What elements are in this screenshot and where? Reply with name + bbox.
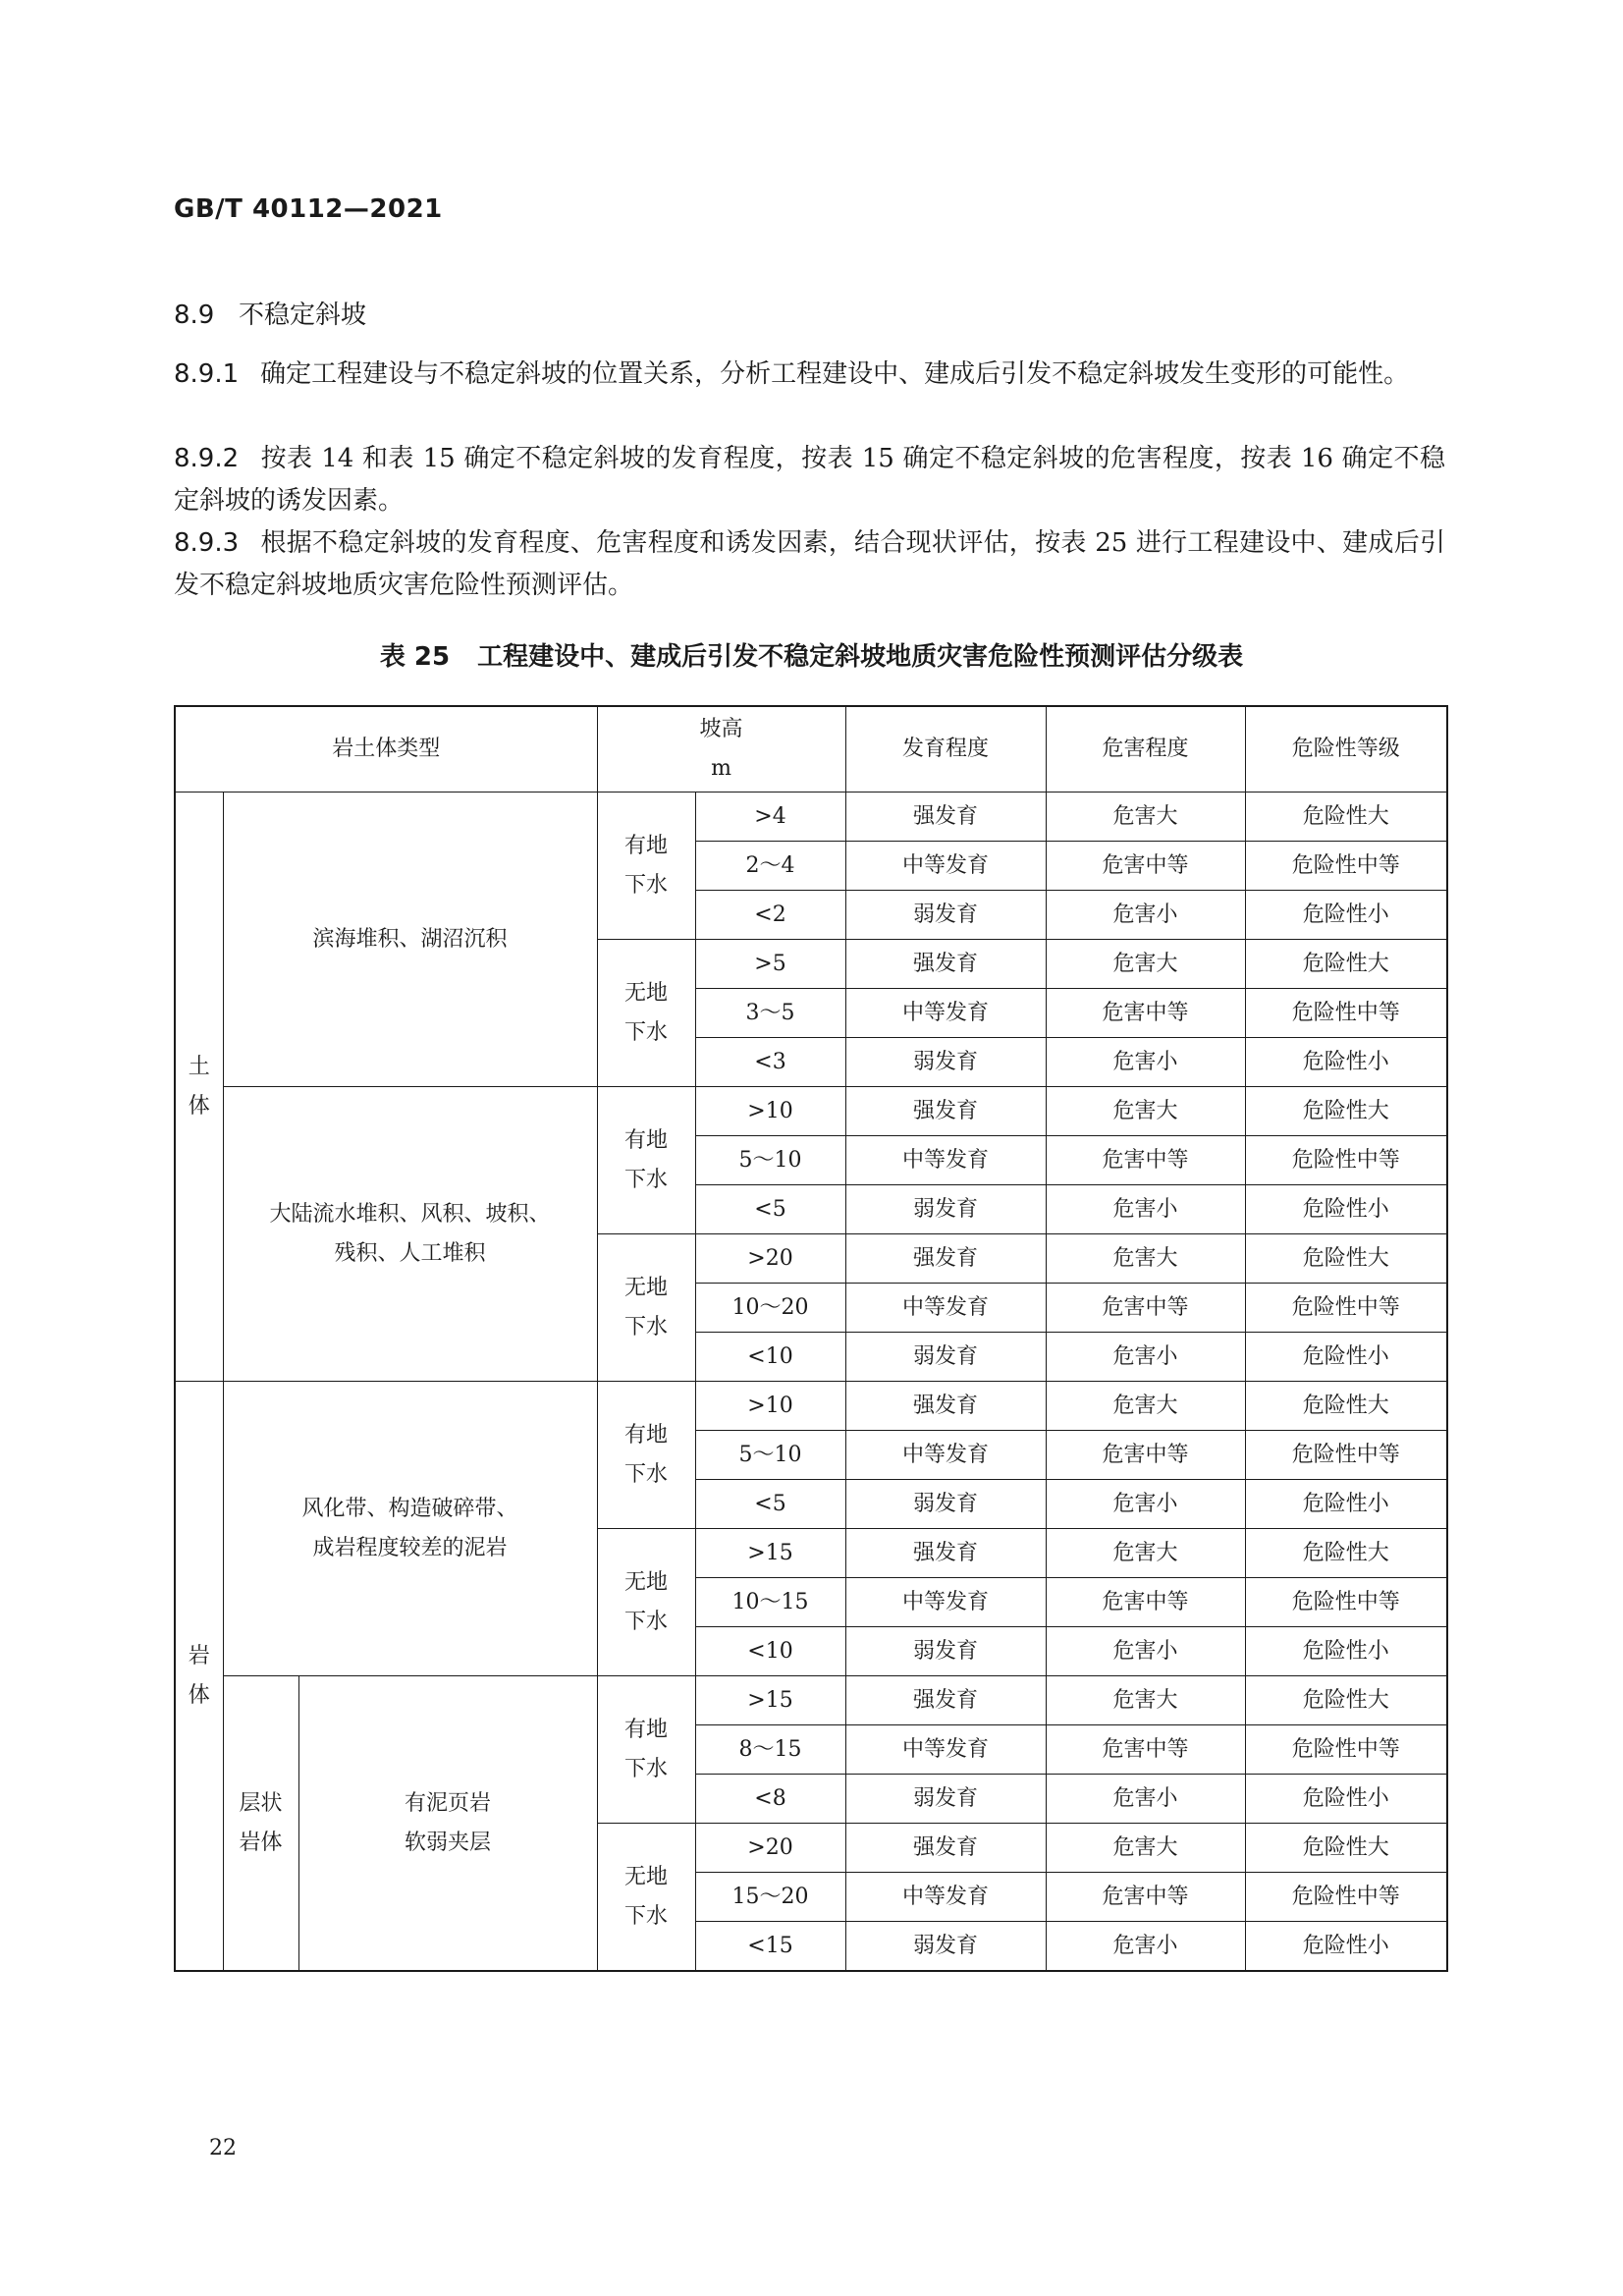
development: 强发育 <box>845 1087 1046 1136</box>
slope-height: <15 <box>695 1922 845 1972</box>
table-title: 工程建设中、建成后引发不稳定斜坡地质灾害危险性预测评估分级表 <box>477 642 1244 672</box>
water-with-line2: 下水 <box>623 1167 668 1192</box>
risk: 危险性大 <box>1245 1676 1447 1725</box>
water-without-line1: 无地 <box>623 980 668 1006</box>
water-with <box>597 1087 695 1234</box>
paragraph-text: 按表 14 和表 15 确定不稳定斜坡的发育程度，按表 15 确定不稳定斜坡的危害程度，按表 16 确定不稳定斜坡的诱发因素。 <box>174 444 1445 516</box>
paragraph-8-9-3 <box>174 522 1445 607</box>
table-row <box>175 1676 1447 1725</box>
soil-subtype-continental <box>223 1087 597 1382</box>
slope-height: >5 <box>695 940 845 989</box>
development: 中等发育 <box>845 1578 1046 1627</box>
paragraph-8-9-1 <box>174 354 1445 396</box>
slope-height: 2～4 <box>695 842 845 891</box>
slope-height: 5～10 <box>695 1431 845 1480</box>
table-row <box>175 1087 1447 1136</box>
rock-subtype-layered <box>223 1676 298 1972</box>
hazard: 危害中等 <box>1046 1136 1245 1185</box>
slope-height: 15～20 <box>695 1873 845 1922</box>
paragraph-number: 8.9.2 <box>174 444 240 473</box>
water-without-line2: 下水 <box>623 1609 668 1634</box>
water-without-line2: 下水 <box>623 1019 668 1045</box>
risk: 危险性小 <box>1245 1333 1447 1382</box>
page-number: 22 <box>209 2136 237 2160</box>
development: 中等发育 <box>845 1725 1046 1775</box>
hazard: 危害小 <box>1046 1480 1245 1529</box>
development: 强发育 <box>845 1382 1046 1431</box>
risk: 危险性大 <box>1245 940 1447 989</box>
header-hazard: 危害程度 <box>1046 706 1245 793</box>
header-slope-height-unit: m <box>711 756 731 781</box>
hazard: 危害大 <box>1046 793 1245 842</box>
paragraph-text: 根据不稳定斜坡的发育程度、危害程度和诱发因素，结合现状评估，按表 25 进行工程建设中、建成后引发不稳定斜坡地质灾害危险性预测评估。 <box>174 528 1445 600</box>
risk: 危险性中等 <box>1245 1431 1447 1480</box>
risk: 危险性中等 <box>1245 989 1447 1038</box>
development: 中等发育 <box>845 842 1046 891</box>
development: 弱发育 <box>845 1038 1046 1087</box>
rock-subtype-layered-line1: 层状 <box>239 1790 283 1816</box>
water-with-line2: 下水 <box>623 1756 668 1781</box>
slope-height: <10 <box>695 1627 845 1676</box>
hazard: 危害大 <box>1046 940 1245 989</box>
slope-height: <5 <box>695 1480 845 1529</box>
slope-height: <10 <box>695 1333 845 1382</box>
soil-subtype-continental-line2: 残积、人工堆积 <box>334 1240 486 1266</box>
risk: 危险性小 <box>1245 891 1447 940</box>
slope-height: >15 <box>695 1676 845 1725</box>
development: 弱发育 <box>845 1922 1046 1972</box>
section-number: 8.9 <box>174 301 215 330</box>
development: 强发育 <box>845 940 1046 989</box>
risk: 危险性小 <box>1245 1922 1447 1972</box>
standard-code: GB/T 40112—2021 <box>174 194 443 224</box>
risk: 危险性小 <box>1245 1480 1447 1529</box>
risk: 危险性大 <box>1245 1087 1447 1136</box>
slope-height: <8 <box>695 1775 845 1824</box>
risk: 危险性小 <box>1245 1627 1447 1676</box>
development: 中等发育 <box>845 1873 1046 1922</box>
header-risk: 危险性等级 <box>1245 706 1447 793</box>
water-without <box>597 1234 695 1382</box>
development: 弱发育 <box>845 891 1046 940</box>
risk: 危险性小 <box>1245 1038 1447 1087</box>
development: 弱发育 <box>845 1333 1046 1382</box>
water-without <box>597 1529 695 1676</box>
water-without-line2: 下水 <box>623 1903 668 1929</box>
water-without <box>597 1824 695 1972</box>
water-without-line2: 下水 <box>623 1314 668 1339</box>
rock-subtype-weathered-line2: 成岩程度较差的泥岩 <box>312 1535 508 1560</box>
development: 中等发育 <box>845 1284 1046 1333</box>
paragraph-number: 8.9.3 <box>174 528 240 558</box>
hazard: 危害中等 <box>1046 989 1245 1038</box>
header-development: 发育程度 <box>845 706 1046 793</box>
paragraph-number: 8.9.1 <box>174 359 240 389</box>
hazard: 危害小 <box>1046 1038 1245 1087</box>
slope-height: 3～5 <box>695 989 845 1038</box>
rock-subtype-weathered-line1: 风化带、构造破碎带、 <box>301 1496 518 1521</box>
table-row <box>175 1382 1447 1431</box>
water-without-line1: 无地 <box>623 1864 668 1889</box>
rock-subtype-layered-line2: 岩体 <box>239 1830 283 1855</box>
slope-height: >4 <box>695 793 845 842</box>
hazard: 危害中等 <box>1046 842 1245 891</box>
risk: 危险性中等 <box>1245 1284 1447 1333</box>
hazard: 危害大 <box>1046 1824 1245 1873</box>
water-with-line1: 有地 <box>623 1127 668 1153</box>
table-caption <box>0 636 1623 673</box>
slope-height: >15 <box>695 1529 845 1578</box>
slope-height: <3 <box>695 1038 845 1087</box>
development: 强发育 <box>845 1234 1046 1284</box>
development: 强发育 <box>845 793 1046 842</box>
development: 强发育 <box>845 1676 1046 1725</box>
paragraph-text: 确定工程建设与不稳定斜坡的位置关系，分析工程建设中、建成后引发不稳定斜坡发生变形的可能性。 <box>260 359 1410 389</box>
hazard: 危害大 <box>1046 1087 1245 1136</box>
hazard: 危害中等 <box>1046 1873 1245 1922</box>
rock-subtype-weathered <box>223 1382 597 1676</box>
risk: 危险性中等 <box>1245 1725 1447 1775</box>
risk: 危险性中等 <box>1245 1578 1447 1627</box>
risk: 危险性大 <box>1245 1234 1447 1284</box>
risk-classification-table <box>174 705 1448 1972</box>
risk: 危险性中等 <box>1245 842 1447 891</box>
group-soil-label: 土体 <box>188 1054 210 1119</box>
hazard: 危害中等 <box>1046 1431 1245 1480</box>
water-without <box>597 940 695 1087</box>
development: 中等发育 <box>845 989 1046 1038</box>
slope-height: >10 <box>695 1087 845 1136</box>
slope-height: 10～15 <box>695 1578 845 1627</box>
water-with <box>597 793 695 940</box>
rock-subtype-shale <box>298 1676 597 1972</box>
group-soil <box>175 793 223 1382</box>
hazard: 危害小 <box>1046 1185 1245 1234</box>
development: 中等发育 <box>845 1136 1046 1185</box>
water-with-line1: 有地 <box>623 1422 668 1448</box>
header-type: 岩土体类型 <box>175 706 597 793</box>
section-title: 不稳定斜坡 <box>239 301 367 330</box>
paragraph-8-9-2 <box>174 438 1445 522</box>
risk: 危险性小 <box>1245 1185 1447 1234</box>
risk: 危险性大 <box>1245 793 1447 842</box>
slope-height: >20 <box>695 1824 845 1873</box>
table-number: 表 25 <box>379 642 451 672</box>
water-with-line1: 有地 <box>623 1717 668 1742</box>
development: 弱发育 <box>845 1775 1046 1824</box>
water-with <box>597 1676 695 1824</box>
water-with-line1: 有地 <box>623 833 668 858</box>
header-slope-height-label: 坡高 <box>699 717 743 741</box>
hazard: 危害大 <box>1046 1234 1245 1284</box>
rock-subtype-shale-line2: 软弱夹层 <box>404 1830 491 1855</box>
risk: 危险性大 <box>1245 1382 1447 1431</box>
water-with <box>597 1382 695 1529</box>
hazard: 危害大 <box>1046 1382 1245 1431</box>
slope-height: <5 <box>695 1185 845 1234</box>
header-slope-height <box>597 706 845 793</box>
group-rock <box>175 1382 223 1972</box>
development: 弱发育 <box>845 1480 1046 1529</box>
water-without-line1: 无地 <box>623 1569 668 1595</box>
table-row <box>175 793 1447 842</box>
slope-height: 10～20 <box>695 1284 845 1333</box>
risk: 危险性大 <box>1245 1529 1447 1578</box>
development: 强发育 <box>845 1824 1046 1873</box>
soil-subtype-coastal: 滨海堆积、湖沼沉积 <box>223 793 597 1087</box>
rock-subtype-shale-line1: 有泥页岩 <box>404 1790 491 1816</box>
hazard: 危害大 <box>1046 1529 1245 1578</box>
risk: 危险性小 <box>1245 1775 1447 1824</box>
hazard: 危害中等 <box>1046 1578 1245 1627</box>
hazard: 危害小 <box>1046 891 1245 940</box>
slope-height: >20 <box>695 1234 845 1284</box>
risk: 危险性大 <box>1245 1824 1447 1873</box>
development: 弱发育 <box>845 1627 1046 1676</box>
development: 弱发育 <box>845 1185 1046 1234</box>
hazard: 危害小 <box>1046 1775 1245 1824</box>
soil-subtype-continental-line1: 大陆流水堆积、风积、坡积、 <box>269 1201 551 1227</box>
development: 强发育 <box>845 1529 1046 1578</box>
development: 中等发育 <box>845 1431 1046 1480</box>
water-without-line1: 无地 <box>623 1275 668 1300</box>
hazard: 危害中等 <box>1046 1284 1245 1333</box>
slope-height: 8～15 <box>695 1725 845 1775</box>
group-rock-label: 岩体 <box>188 1643 210 1708</box>
hazard: 危害小 <box>1046 1627 1245 1676</box>
hazard: 危害中等 <box>1046 1725 1245 1775</box>
slope-height: 5～10 <box>695 1136 845 1185</box>
slope-height: >10 <box>695 1382 845 1431</box>
section-heading <box>174 295 366 331</box>
hazard: 危害小 <box>1046 1922 1245 1972</box>
table-header-row <box>175 706 1447 793</box>
risk: 危险性中等 <box>1245 1873 1447 1922</box>
hazard: 危害小 <box>1046 1333 1245 1382</box>
hazard: 危害大 <box>1046 1676 1245 1725</box>
water-with-line2: 下水 <box>623 872 668 898</box>
risk: 危险性中等 <box>1245 1136 1447 1185</box>
water-with-line2: 下水 <box>623 1461 668 1487</box>
slope-height: <2 <box>695 891 845 940</box>
